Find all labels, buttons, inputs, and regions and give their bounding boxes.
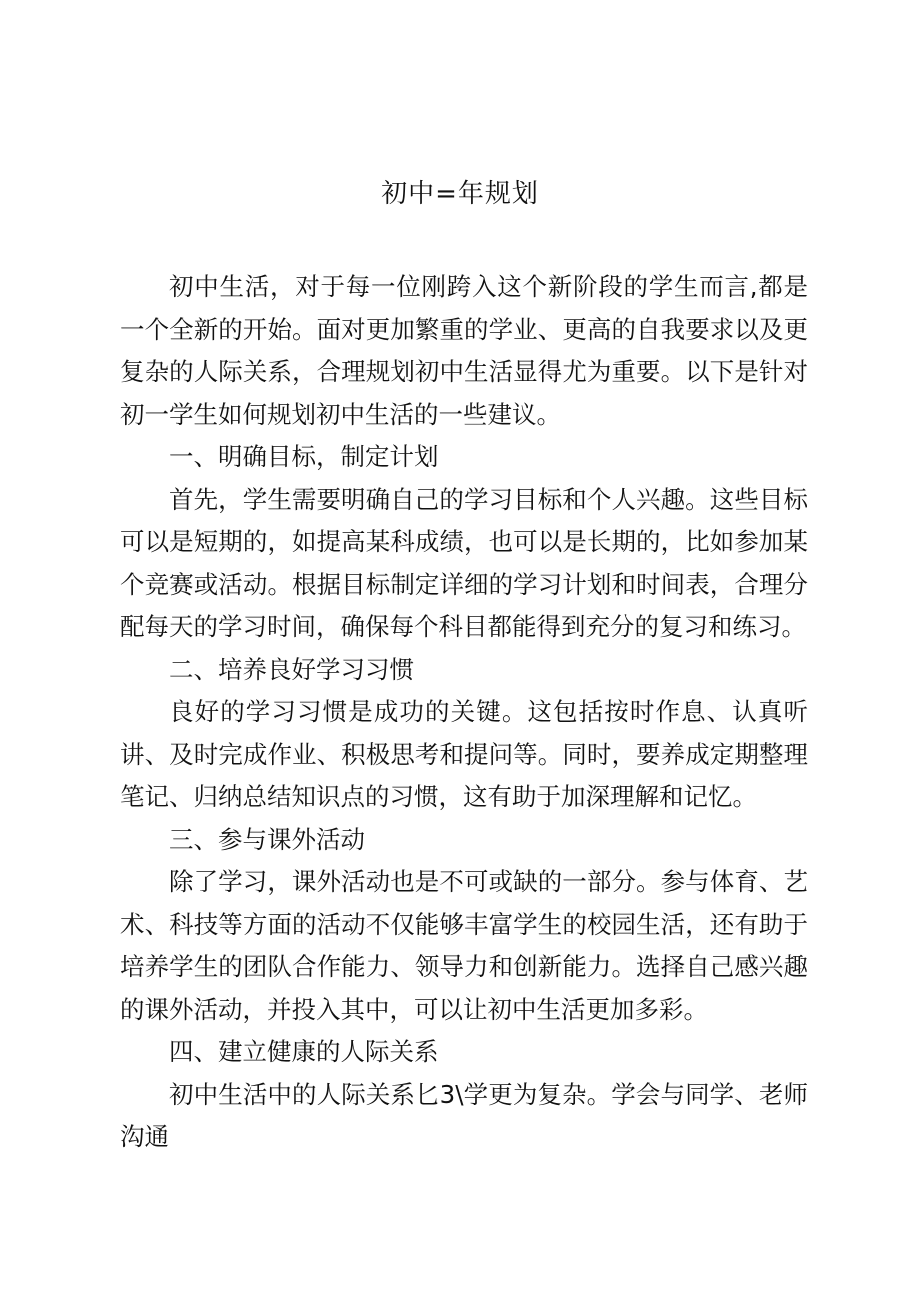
section-heading-activities: 三、参与课外活动 — [169, 824, 365, 854]
goals-paragraph: 首先，学生需要明确自己的学习目标和个人兴趣。这些目标可以是短期的，如提高某科成绩，也可以是长期的，比如参加某个竞赛或活动。根据目标制定详细的学习计划和时间表，合理分配每天的学习时间，确保每个科目都能得到充分的复习和练习。 — [120, 484, 808, 641]
section-heading-goals: 一、明确目标，制定计划 — [169, 442, 439, 471]
document-title: 初中=年规划 — [381, 179, 539, 209]
activities-paragraph: 除了学习，课外活动也是不可或缺的一部分。参与体育、艺术、科技等方面的活动不仅能够丰富学生的校园生活，还有助于培养学生的团队合作能力、领导力和创新能力。选择自己感兴趣的课外活动，并投入其中，可以让初中生活更加多彩。 — [120, 867, 808, 1024]
document-body — [120, 266, 808, 1159]
intro-paragraph: 初中生活，对于每一位刚跨入这个新阶段的学生而言,都是一个全新的开始。面对更加繁重的学业、更高的自我要求以及更复杂的人际关系，合理规划初中生活显得尤为重要。以下是针对初一学生如何规划初中生活的一些建议。 — [120, 272, 808, 429]
section-heading-habits: 二、培养良好学习习惯 — [169, 654, 414, 684]
relationships-paragraph: 初中生活中的人际关系匕3\学更为复杂。学会与同学、老师沟通 — [120, 1079, 808, 1151]
section-heading-relationships: 四、建立健康的人际关系 — [169, 1037, 439, 1066]
habits-paragraph: 良好的学习习惯是成功的关键。这包括按时作息、认真听讲、及时完成作业、积极思考和提问等。同时，要养成定期整理笔记、归纳总结知识点的习惯，这有助于加深理解和记忆。 — [120, 697, 808, 811]
